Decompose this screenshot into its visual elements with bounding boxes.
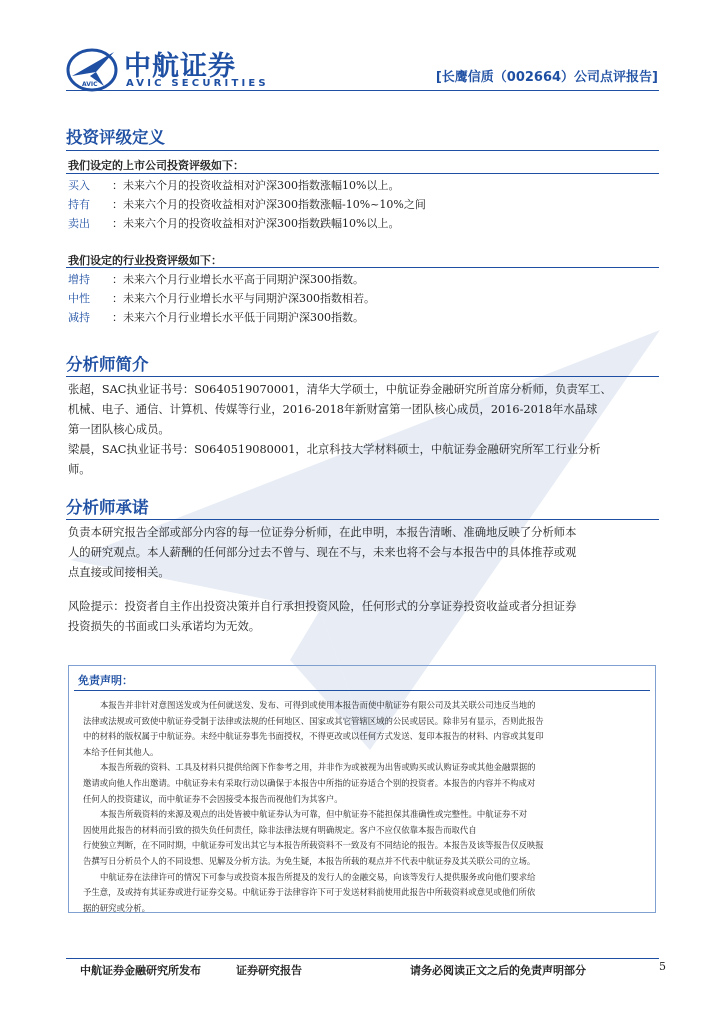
footer-divider	[66, 958, 659, 959]
subsection-divider	[66, 267, 659, 268]
logo-english-name: AVIC SECURITIES	[126, 78, 269, 89]
text-line: 投资损失的书面或口头承诺均为无效。	[68, 620, 261, 633]
section-divider	[66, 150, 659, 151]
disclaimer-text	[83, 698, 649, 916]
text-line: 本给予任何其他人。	[83, 746, 159, 757]
text-line: 任何人的投资建议，而中航证券不会因接受本报告而视他们为其客户。	[83, 793, 343, 804]
rating-desc: ：未来六个月行业增长水平低于同期沪深300指数。	[112, 311, 364, 324]
rating-row	[68, 196, 426, 214]
text-line: 据的研究或分析。	[83, 902, 150, 913]
page-number: 5	[659, 960, 666, 973]
avic-logo-icon	[66, 46, 118, 92]
text-line: 因使用此报告的材料而引致的损失负任何责任，除非法律法规有明确规定。客户不应仅依靠本报告而取代自	[83, 824, 477, 835]
rating-label: 买入	[68, 179, 90, 192]
text-line: 本报告并非针对意图送发或为任何就送发、发布、可得到或使用本报告而使中航证券有限公司及其关联公司违反当地的	[100, 700, 536, 710]
rating-row	[68, 271, 364, 289]
text-line: 予生意，及或持有其证券或进行证券交易。中航证券于法律容许下可于发送材料前使用此报告中所载资料或意见或他们所依	[83, 887, 536, 898]
footer-disclaimer-note: 请务必阅读正文之后的免责声明部分	[410, 964, 586, 977]
rating-label: 减持	[68, 311, 90, 324]
commitment-text	[68, 523, 656, 583]
text-line: 师。	[68, 463, 91, 476]
text-line: 负责本研究报告全部或部分内容的每一位证券分析师，在此申明，本报告清晰、准确地反映了分析师本	[68, 526, 577, 539]
text-line: 张超，SAC执业证书号：S0640519070001，清华大学硕士，中航证券金融研究所首席分析师，负责军工、	[68, 383, 612, 396]
rating-desc: ：未来六个月的投资收益相对沪深300指数涨幅-10%~10%之间	[112, 198, 426, 211]
disclaimer-divider	[74, 690, 650, 691]
rating-row	[68, 177, 399, 195]
section-title-commitment: 分析师承诺	[66, 498, 149, 517]
text-line: 风险提示：投资者自主作出投资决策并自行承担投资风险，任何形式的分享证券投资收益或者分担证券	[68, 600, 577, 613]
text-line: 告撰写日分析员个人的不同设想、见解及分析方法。为免生疑，本报告所载的观点并不代表中航证券及其关联公司的立场。	[83, 855, 536, 866]
text-line: 梁晨，SAC执业证书号：S0640519080001，北京科技大学材料硕士，中航证券金融研究所军工行业分析	[68, 443, 601, 456]
rating-desc: ：未来六个月行业增长水平高于同期沪深300指数。	[112, 273, 364, 286]
text-line: 中的材料的版权属于中航证券。未经中航证券事先书面授权，不得更改或以任何方式发送、复印本报告的材料、内容或其复印	[83, 731, 544, 742]
text-line: 第一团队核心成员。	[68, 423, 170, 436]
text-line: 行使独立判断，在不同时期，中航证券可发出其它与本报告所载资料不一致及有不同结论的报告。本报告及该等报告仅反映报	[83, 840, 544, 851]
section-divider	[66, 376, 659, 377]
company-rating-heading: 我们设定的上市公司投资评级如下：	[68, 159, 244, 172]
rating-row	[68, 290, 375, 308]
rating-desc: ：未来六个月的投资收益相对沪深300指数跌幅10%以上。	[112, 217, 400, 230]
footer-publisher: 中航证券金融研究所发布	[80, 964, 201, 977]
text-line: 机械、电子、通信、计算机、传媒等行业，2016-2018年新财富第一团队核心成员，2016-2018年水晶球	[68, 403, 598, 416]
section-divider	[66, 519, 659, 520]
disclaimer-box	[68, 665, 656, 913]
text-line: 人的研究观点。本人薪酬的任何部分过去不曾与、现在不与，未来也将不会与本报告中的具体推荐或观	[68, 546, 577, 559]
rating-label: 持有	[68, 198, 90, 211]
rating-row	[68, 309, 364, 327]
rating-desc: ：未来六个月行业增长水平与同期沪深300指数相若。	[112, 292, 375, 305]
rating-label: 卖出	[68, 217, 90, 230]
text-line: 邀请或向他人作出邀请。中航证券未有采取行动以确保于本报告中所指的证券适合个别的投资者。本报告的内容并不构成对	[83, 777, 536, 788]
disclaimer-title: 免责声明：	[78, 674, 133, 687]
subsection-divider	[66, 173, 659, 174]
section-title-analyst: 分析师简介	[66, 355, 149, 374]
text-line: 本报告所载资料的来源及观点的出处皆被中航证券认为可靠，但中航证券不能担保其准确性或完整性。中航证券不对	[100, 809, 528, 820]
text-line: 本报告所载的资料、工具及材料只提供给阁下作参考之用，并非作为或被视为出售或购买或认购证券或其他金融票据的	[100, 762, 536, 773]
rating-label: 增持	[68, 273, 90, 286]
text-line: 中航证券在法律许可的情况下可参与或投资本报告所提及的发行人的金融交易，向该等发行人提供服务或向他们要求给	[100, 871, 536, 882]
text-line: 法律或法规或可致使中航证券受制于法律或法规的任何地区、国家或其它管辖区域的公民或居民。除非另有显示，否则此报告	[83, 715, 544, 726]
risk-warning-text	[68, 597, 656, 637]
header-divider	[66, 90, 659, 91]
logo-badge: AVIC	[82, 81, 98, 88]
footer-report-type: 证券研究报告	[236, 964, 302, 977]
industry-rating-heading: 我们设定的行业投资评级如下：	[68, 254, 222, 267]
rating-label: 中性	[68, 292, 90, 305]
text-line: 点直接或间接相关。	[68, 566, 170, 579]
rating-row	[68, 215, 399, 233]
report-type-tag: [长鹰信质（002664）公司点评报告]	[435, 70, 658, 85]
logo-chinese-name: 中航证券	[124, 51, 236, 82]
rating-desc: ：未来六个月的投资收益相对沪深300指数涨幅10%以上。	[112, 179, 400, 192]
section-title-rating: 投资评级定义	[66, 128, 165, 147]
analyst-bio	[68, 380, 656, 480]
